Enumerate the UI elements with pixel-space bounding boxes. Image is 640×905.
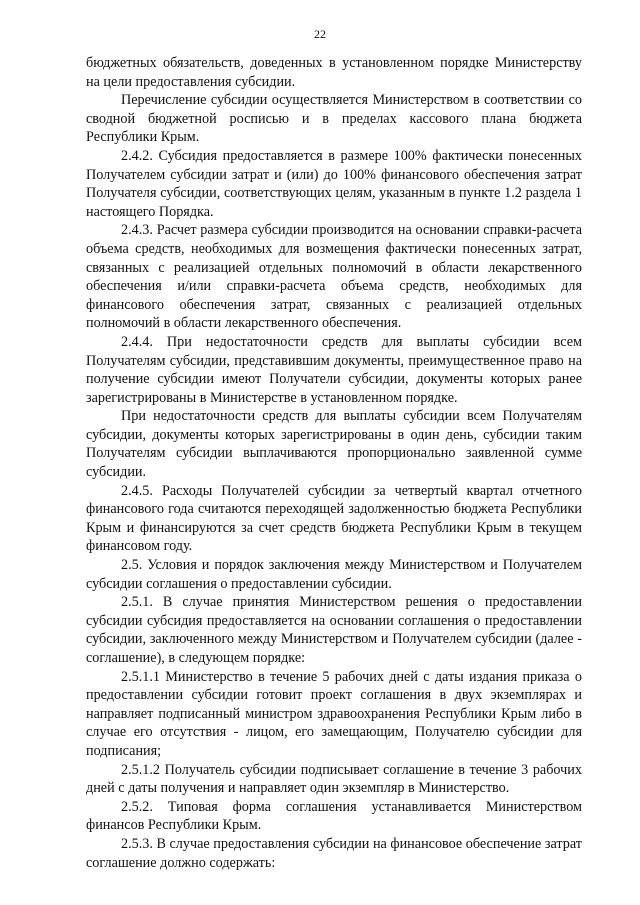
paragraph-2-4-4: 2.4.4. При недостаточности средств для выплаты субсидии всем Получателям субсидии, представившим документы, преимущественное право на получение субсидии имеют Получатели субсидии, документы которых ранее зарегистрированы в Министерстве в установленном порядке. xyxy=(86,333,582,406)
paragraph-2-5-2: 2.5.2. Типовая форма соглашения устанавливается Министерством финансов Республики Крым. xyxy=(86,798,582,834)
paragraph-2-5: 2.5. Условия и порядок заключения между Министерством и Получателем субсидии соглашения о предоставлении субсидии. xyxy=(86,557,582,592)
paragraph-continuation: бюджетных обязательств, доведенных в установленном порядке Министерству на цели предоставления субсидии. xyxy=(86,55,582,90)
paragraph-2-5-1-2: 2.5.1.2 Получатель субсидии подписывает соглашение в течение 3 рабочих дней с даты получения и направляет один экземпляр в Министерство. xyxy=(86,761,582,797)
paragraph-insufficient-funds: При недостаточности средств для выплаты субсидии всем Получателям субсидии, документы которых зарегистрированы в один день, субсидии таким Получателям субсидии выплачиваются пропорционально заявленной сумме субсидии. xyxy=(86,408,582,481)
paragraph-2-5-3: 2.5.3. В случае предоставления субсидии на финансовое обеспечение затрат соглашение должно содержать: xyxy=(86,835,582,871)
paragraph-2-5-1: 2.5.1. В случае принятия Министерством решения о предоставлении субсидии субсидия предоставляется на основании соглашения о предоставлении субсидии, заключенного между Министерством и Получателем субсидии (далее - соглашение), в следующем порядке: xyxy=(86,594,582,666)
document-body xyxy=(86,54,582,872)
paragraph-transfer: Перечисление субсидии осуществляется Министерством в соответствии со сводной бюджетной росписью и в пределах кассового плана бюджета Республики Крым. xyxy=(86,92,582,146)
paragraph-2-4-3: 2.4.3. Расчет размера субсидии производится на основании справки-расчета объема средств, необходимых для возмещения фактически понесенных затрат, связанных с реализацией отдельных полномочий в области лекарственного обеспечения и/или справки-расчета объема средств, необходимых для финансового обеспечения затрат, связанных с реализацией отдельных полномочий в области лекарственного обеспечения. xyxy=(86,222,582,332)
paragraph-2-5-1-1: 2.5.1.1 Министерство в течение 5 рабочих дней с даты издания приказа о предоставлении субсидии готовит проект соглашения в двух экземплярах и направляет подписанный министром здравоохранения Республики Крым либо в случае его отсутствия - лицом, его замещающим, Получателю субсидии для подписания; xyxy=(86,668,582,759)
page-number: 22 xyxy=(314,27,326,41)
paragraph-2-4-2: 2.4.2. Субсидия предоставляется в размере 100% фактически понесенных Получателем субсидии затрат и (или) до 100% финансового обеспечения затрат Получателя субсидии, соответствующих целям, указанным в пункте 1.2 раздела 1 настоящего Порядка. xyxy=(86,147,582,220)
paragraph-2-4-5: 2.4.5. Расходы Получателей субсидии за четвертый квартал отчетного финансового года считаются переходящей задолженностью бюджета Республики Крым и финансируются за счет средств бюджета Республики Крым в текущем финансовом году. xyxy=(86,482,582,555)
